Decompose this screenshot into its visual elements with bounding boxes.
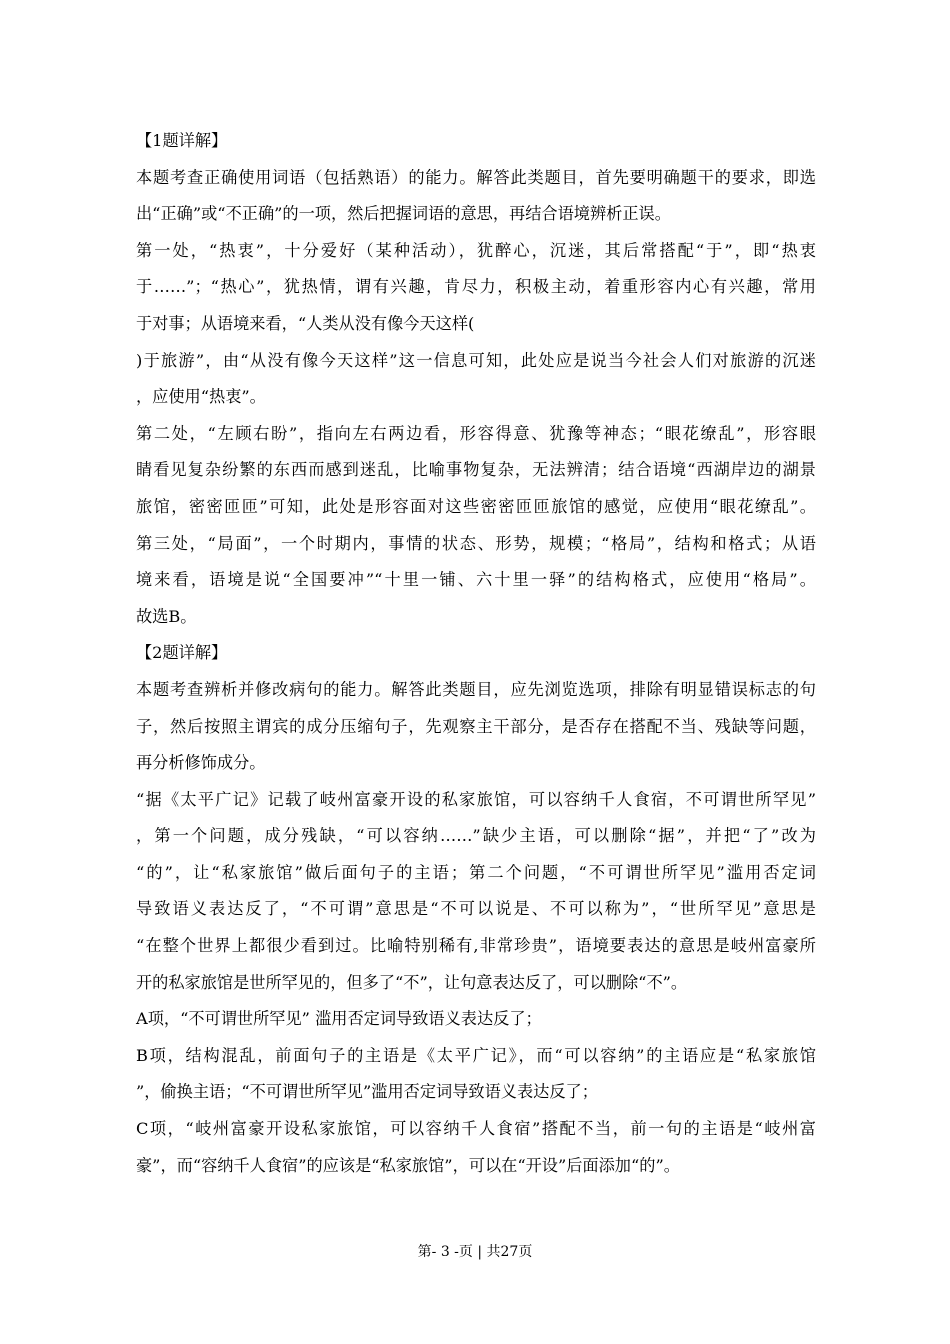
document-body [136,123,816,1184]
text-line: 旅馆，密密匝匝”可知，此处是形容面对这些密密匝匝旅馆的感觉，应使用“眼花缭乱”。 [136,496,816,516]
text-line: 再分析修饰成分。 [136,753,266,773]
text-line: 第二处，“左顾右盼”，指向左右两边看，形容得意、犹豫等神态；“眼花缭乱”，形容眼 [136,423,816,443]
text-line: 第一处，“热衷”，十分爱好（某种活动），犹醉心，沉迷，其后常搭配“于”，即“热衷 [136,240,816,260]
page-footer: 第- 3 -页 | 共27页 [417,1244,533,1260]
text-line: 开的私家旅馆是世所罕见的，但多了“不”，让句意表达反了，可以删除“不”。 [136,972,688,992]
text-line: ，第一个问题，成分残缺，“可以容纳……”缺少主语，可以删除“据”，并把“了”改为 [136,826,816,846]
text-line: 本题考查正确使用词语（包括熟语）的能力。解答此类题目，首先要明确题干的要求，即选 [136,167,816,187]
text-line: )于旅游”，由“从没有像今天这样”这一信息可知，此处应是说当今社会人们对旅游的沉迷 [136,350,816,370]
text-line: 于……”；“热心”，犹热情，谓有兴趣，肯尽力，积极主动，着重形容内心有兴趣，常用 [136,277,816,297]
text-line: 境来看，语境是说“全国要冲”“十里一铺、六十里一驿”的结构格式，应使用“格局”。 [136,570,816,590]
text-line: 故选B。 [136,606,197,626]
section-heading-q1: 【1题详解】 [136,131,228,150]
text-line: 于对事；从语境来看，“人类从没有像今天这样( [136,313,475,333]
text-line: 睛看见复杂纷繁的东西而感到迷乱，比喻事物复杂，无法辨清；结合语境“西湖岸边的湖景 [136,460,816,480]
text-line: 出“正确”或“不正确”的一项，然后把握词语的意思，再结合语境辨析正误。 [136,204,671,224]
text-line: 第三处，“局面”，一个时期内，事情的状态、形势，规模；“格局”，结构和格式；从语 [136,533,816,553]
section-heading-q2: 【2题详解】 [136,643,228,663]
text-line: A项，“不可谓世所罕见” 滥用否定词导致语义表达反了； [136,1009,542,1029]
text-line: 子，然后按照主谓宾的成分压缩句子，先观察主干部分，是否存在搭配不当、残缺等问题， [136,716,816,736]
text-line: B项，结构混乱，前面句子的主语是《太平广记》，而“可以容纳”的主语应是“私家旅馆 [136,1045,816,1065]
text-line: C项，“岐州富豪开设私家旅馆，可以容纳千人食宿”搭配不当，前一句的主语是“岐州富 [136,1119,816,1139]
text-line: “在整个世界上都很少看到过。比喻特别稀有,非常珍贵”，语境要表达的意思是岐州富豪所 [136,936,816,956]
text-line: “的”，让“私家旅馆”做后面句子的主语；第二个问题，“不可谓世所罕见”滥用否定词 [136,862,816,882]
text-line: 豪”，而“容纳千人食宿”的应该是“私家旅馆”，可以在“开设”后面添加“的”。 [136,1155,680,1175]
text-line: ”，偷换主语；“不可谓世所罕见”滥用否定词导致语义表达反了； [136,1082,598,1102]
text-line: “据《太平广记》记载了岐州富豪开设的私家旅馆，可以容纳千人食宿，不可谓世所罕见” [136,789,816,809]
text-line: 本题考查辨析并修改病句的能力。解答此类题目，应先浏览选项，排除有明显错误标志的句 [136,679,816,699]
text-line: 导致语义表达反了，“不可谓”意思是“不可以说是、不可以称为”，“世所罕见”意思是 [136,899,816,919]
text-line: ，应使用“热衷”。 [136,387,266,407]
